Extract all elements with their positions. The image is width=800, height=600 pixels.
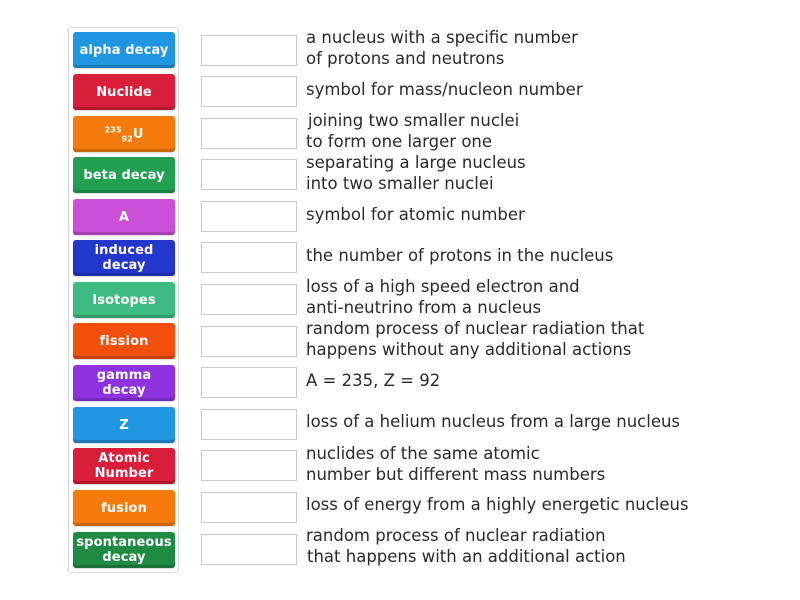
definition-9: [306, 370, 786, 391]
tile-gamma-decay[interactable]: [73, 365, 175, 401]
definition-line: to form one larger one: [306, 132, 493, 151]
definition-1: [306, 27, 786, 69]
tile-label: spontaneous decay: [76, 535, 172, 565]
definition-line: random process of nuclear radiation that: [306, 319, 645, 338]
tile-label: beta decay: [83, 167, 165, 183]
tile-label: A: [118, 209, 130, 225]
definition-5: [306, 204, 786, 225]
definition-line: a nucleus with a specific number: [306, 28, 578, 47]
tile-label: fusion: [101, 500, 147, 516]
tile-label: Z: [119, 417, 129, 433]
definition-10: [306, 411, 786, 432]
definition-4: [306, 152, 786, 194]
drop-slot-1[interactable]: [201, 35, 297, 66]
tile-z[interactable]: [73, 407, 175, 443]
definition-line: of protons and neutrons: [306, 49, 505, 68]
tile-label: induced decay: [94, 243, 154, 273]
tile-alpha-decay[interactable]: [73, 32, 175, 68]
definition-line: loss of a helium nucleus from a large nucleus: [306, 412, 681, 431]
definition-line: happens without any additional actions: [306, 340, 632, 359]
tile-label: alpha decay: [79, 42, 169, 58]
definition-line: the number of protons in the nucleus: [306, 246, 614, 265]
definition-line: into two smaller nuclei: [306, 174, 494, 193]
definition-line: random process of nuclear radiation: [306, 526, 606, 545]
drop-slot-3[interactable]: [201, 118, 297, 149]
tile-label: [103, 127, 146, 142]
tile-fission[interactable]: [73, 323, 175, 359]
definition-6: [306, 245, 786, 266]
drop-slot-6[interactable]: [201, 242, 297, 273]
drop-slot-7[interactable]: [201, 284, 297, 315]
definition-8: [306, 318, 786, 360]
definition-line: symbol for mass/nucleon number: [306, 80, 583, 99]
drop-slot-12[interactable]: [201, 492, 297, 523]
tile-a[interactable]: [73, 199, 175, 235]
drop-slot-11[interactable]: [201, 450, 297, 481]
drop-slot-8[interactable]: [201, 326, 297, 357]
tile-spontaneous-decay[interactable]: [73, 532, 175, 568]
tile-beta-decay[interactable]: [73, 157, 175, 193]
drop-slot-10[interactable]: [201, 409, 297, 440]
definition-line: joining two smaller nuclei: [308, 111, 520, 130]
drop-slot-9[interactable]: [201, 367, 297, 398]
definition-line: separating a large nucleus: [306, 153, 526, 172]
element-symbol: U: [132, 126, 144, 142]
definition-line: A = 235, Z = 92: [306, 371, 441, 390]
tile-nuclide[interactable]: [73, 74, 175, 110]
tile-induced-decay[interactable]: [73, 240, 175, 276]
definition-13: [306, 525, 786, 567]
mass-number: 235: [104, 125, 122, 135]
definition-11: [306, 443, 786, 485]
definition-line: loss of energy from a highly energetic nucleus: [306, 495, 689, 514]
tile-isotopes[interactable]: [73, 282, 175, 318]
definition-3: [306, 110, 786, 152]
definition-line: anti-neutrino from a nucleus: [306, 298, 542, 317]
drop-slot-5[interactable]: [201, 201, 297, 232]
definition-2: [306, 79, 786, 100]
tile-label: Nuclide: [96, 84, 152, 100]
tile-label: Isotopes: [92, 292, 156, 308]
tile-uranium-235[interactable]: [73, 116, 175, 152]
definition-line: nuclides of the same atomic: [306, 444, 540, 463]
definition-line: symbol for atomic number: [306, 205, 525, 224]
definition-line: that happens with an additional action: [307, 547, 626, 566]
definition-line: loss of a high speed electron and: [306, 277, 580, 296]
drop-slot-4[interactable]: [201, 159, 297, 190]
drop-slot-2[interactable]: [201, 76, 297, 107]
definition-7: [306, 276, 786, 318]
atomic-number: 92: [121, 134, 133, 144]
tile-atomic-number[interactable]: [73, 448, 175, 484]
definition-line: number but different mass numbers: [306, 465, 606, 484]
tile-label: gamma decay: [96, 368, 152, 398]
drop-slot-13[interactable]: [201, 534, 297, 565]
tile-label: Atomic Number: [94, 451, 154, 481]
definition-12: [306, 494, 786, 515]
tile-label: fission: [99, 333, 149, 349]
tile-fusion[interactable]: [73, 490, 175, 526]
